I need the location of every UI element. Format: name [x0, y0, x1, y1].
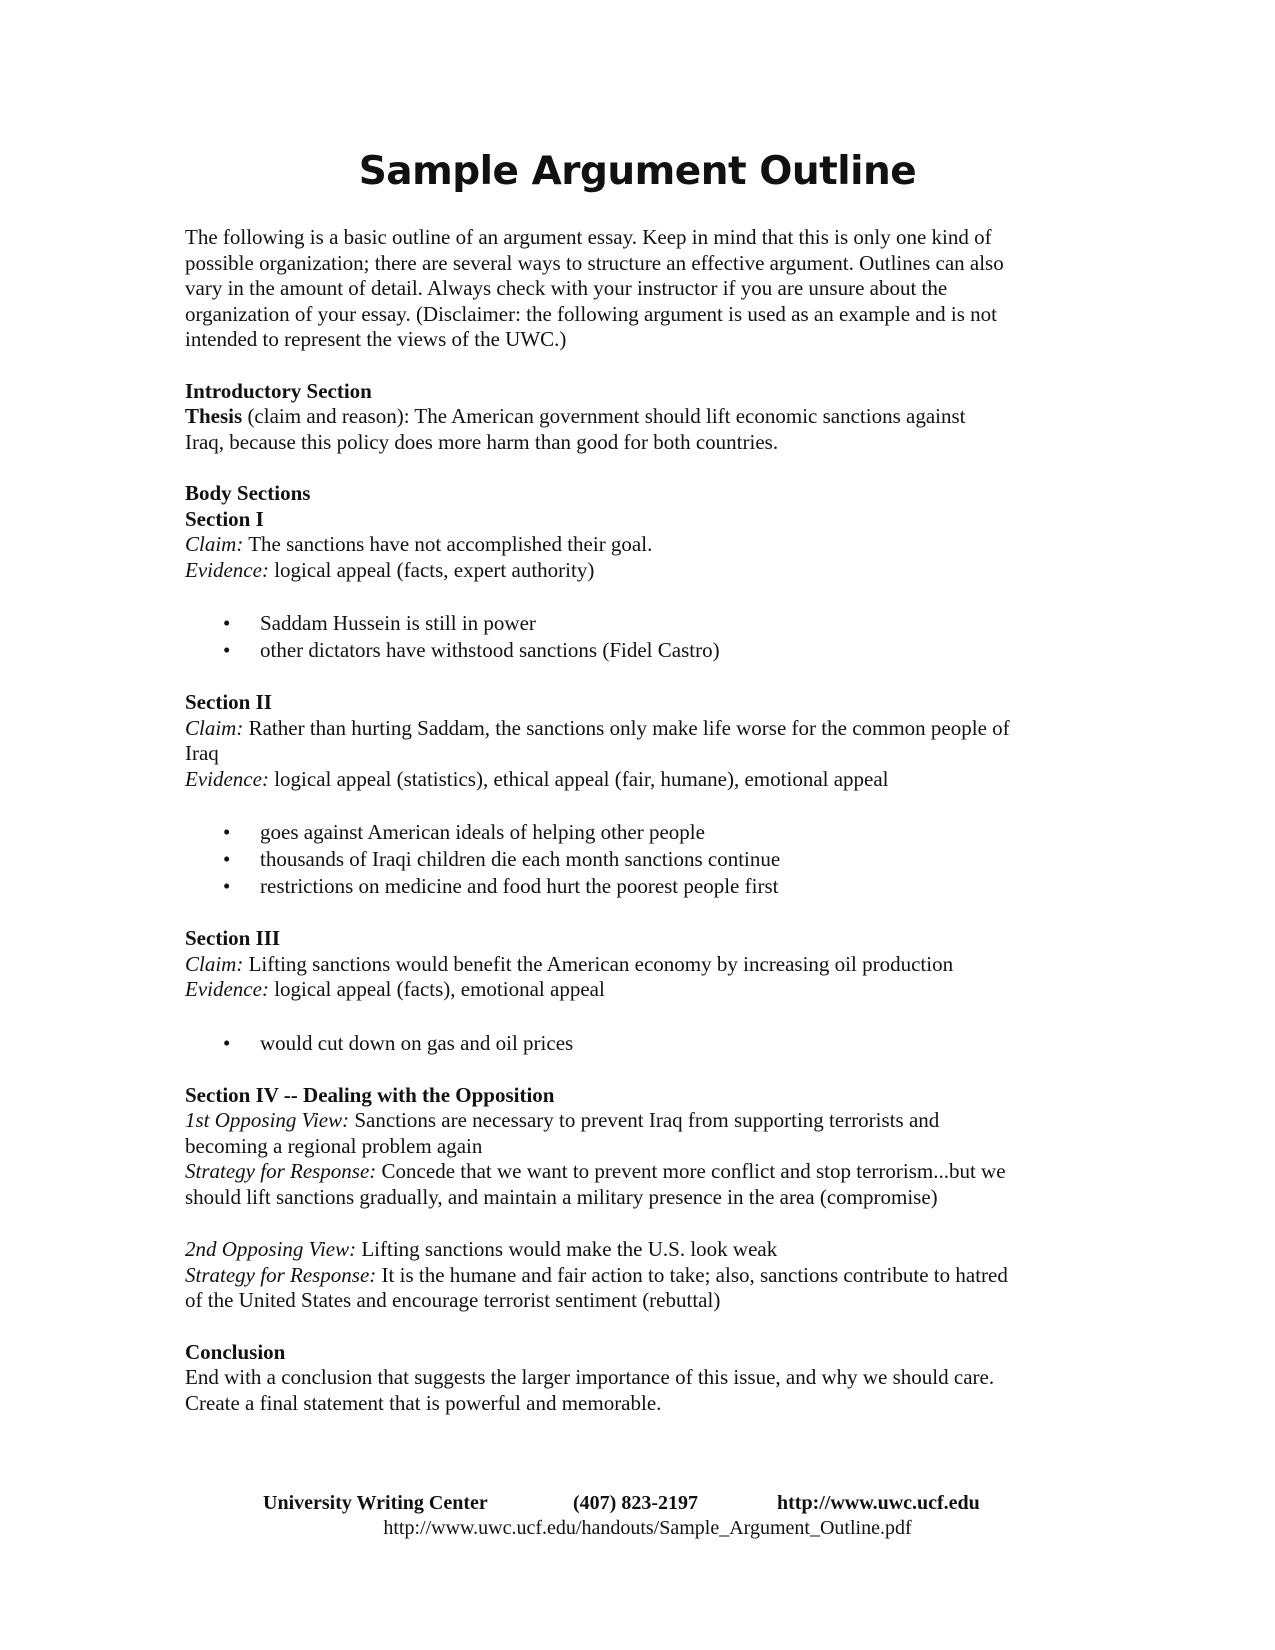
bullet-list [185, 1030, 1090, 1057]
bullet-icon: • [223, 847, 231, 871]
introductory-heading: Introductory Section [185, 378, 372, 403]
section-heading: Section I [185, 506, 264, 531]
section-3 [185, 926, 1090, 1057]
claim-text: Rather than hurting Saddam, the sanctions only make life worse for the common people of [243, 715, 1010, 740]
page-title: Sample Argument Outline [358, 149, 917, 194]
strategy-line [185, 1263, 1090, 1289]
bullet-icon: • [223, 1030, 231, 1055]
strategy-text: It is the humane and fair action to take; also, sanctions contribute to hatred [376, 1262, 1008, 1287]
conclusion-section [185, 1340, 1090, 1417]
bullet-icon: • [223, 611, 231, 635]
list-item [185, 637, 1090, 664]
bullet-icon: • [223, 874, 231, 898]
strategy-text: Concede that we want to prevent more conflict and stop terrorism...but we [376, 1159, 1006, 1183]
thesis-line: Iraq, because this policy does more harm than good for both countries. [185, 429, 779, 454]
opposing-view-line [185, 1237, 1090, 1263]
thesis-label: Thesis [185, 404, 243, 428]
thesis-text: (claim and reason): The American government should lift economic sanctions against [242, 404, 966, 428]
claim-line [185, 716, 1090, 742]
footer-document-url[interactable]: http://www.uwc.ucf.edu/handouts/Sample_Argument_Outline.pdf [383, 1517, 912, 1539]
claim-label: Claim: [185, 715, 244, 740]
conclusion-line: Create a final statement that is powerful and memorable. [185, 1390, 662, 1415]
intro-paragraph [185, 225, 1090, 353]
footer-org-name: University Writing Center [263, 1492, 488, 1514]
intro-line: organization of your essay. (Disclaimer: the following argument is used as an example and is not [185, 301, 997, 326]
claim-label: Claim: [185, 532, 244, 556]
footer-contact-row [0, 1491, 1275, 1516]
list-item-text: would cut down on gas and oil prices [260, 1030, 574, 1055]
intro-line: intended to represent the views of the UWC.) [185, 327, 567, 351]
evidence-line [185, 558, 1090, 584]
list-item-text: restrictions on medicine and food hurt the poorest people first [260, 874, 779, 898]
evidence-label: Evidence: [185, 977, 269, 1001]
opposing-view-text: Sanctions are necessary to prevent Iraq from supporting terrorists and [349, 1108, 940, 1132]
list-item-text: Saddam Hussein is still in power [260, 611, 536, 635]
strategy-label: Strategy for Response: [185, 1159, 377, 1183]
evidence-line [185, 977, 1090, 1003]
strategy-line: of the United States and encourage terrorist sentiment (rebuttal) [185, 1288, 721, 1312]
section-2 [185, 690, 1090, 900]
intro-line: vary in the amount of detail. Always check with your instructor if you are unsure about the [185, 276, 948, 300]
evidence-label: Evidence: [185, 557, 269, 582]
section-heading: Section III [185, 926, 281, 950]
claim-label: Claim: [185, 951, 244, 976]
strategy-label: Strategy for Response: [185, 1262, 377, 1287]
evidence-text: logical appeal (facts), emotional appeal [268, 977, 605, 1001]
evidence-label: Evidence: [185, 766, 269, 791]
opposing-view-line [185, 1108, 1090, 1134]
bullet-icon: • [223, 820, 231, 844]
footer-website-link[interactable]: http://www.uwc.ucf.edu [777, 1492, 980, 1514]
list-item-text: goes against American ideals of helping other people [260, 820, 705, 844]
list-item [185, 819, 1090, 846]
intro-line: The following is a basic outline of an argument essay. Keep in mind that this is only one kind of [185, 225, 992, 249]
claim-text: Lifting sanctions would benefit the American economy by increasing oil production [243, 951, 954, 976]
opposing-view-text: Lifting sanctions would make the U.S. look weak [356, 1237, 778, 1261]
section-heading: Section IV -- Dealing with the Opposition [185, 1082, 555, 1107]
list-item [185, 610, 1090, 637]
evidence-text: logical appeal (statistics), ethical appeal (fair, humane), emotional appeal [268, 766, 889, 791]
intro-line: possible organization; there are several ways to structure an effective argument. Outlines can also [185, 250, 1004, 275]
strategy-line [185, 1159, 1090, 1185]
list-item [185, 873, 1090, 900]
footer-phone: (407) 823-2197 [573, 1492, 698, 1514]
body-heading: Body Sections [185, 481, 311, 505]
bullet-list [185, 610, 1090, 664]
introductory-section [185, 379, 1090, 456]
claim-line [185, 532, 1090, 558]
opposing-view-label: 2nd Opposing View: [185, 1237, 357, 1261]
body-sections [185, 481, 1090, 1314]
thesis-line [185, 404, 1090, 430]
list-item-text: thousands of Iraqi children die each month sanctions continue [260, 847, 781, 871]
list-item [185, 846, 1090, 873]
section-4 [185, 1083, 1090, 1314]
conclusion-heading: Conclusion [185, 1339, 286, 1364]
list-item [185, 1030, 1090, 1057]
section-heading: Section II [185, 690, 272, 714]
bullet-icon: • [223, 638, 231, 662]
document-body [185, 225, 1090, 1416]
evidence-text: logical appeal (facts, expert authority) [268, 557, 595, 582]
evidence-line [185, 767, 1090, 793]
section-1 [185, 507, 1090, 665]
claim-line: Iraq [185, 741, 219, 765]
bullet-list [185, 819, 1090, 900]
claim-text: The sanctions have not accomplished their goal. [243, 532, 653, 556]
opposing-view-line: becoming a regional problem again [185, 1133, 483, 1158]
opposing-view-label: 1st Opposing View: [185, 1108, 350, 1132]
page-footer [0, 1491, 1275, 1541]
claim-line [185, 952, 1090, 978]
list-item-text: other dictators have withstood sanctions (Fidel Castro) [260, 638, 720, 662]
strategy-line: should lift sanctions gradually, and maintain a military presence in the area (compromise) [185, 1184, 938, 1209]
conclusion-line: End with a conclusion that suggests the larger importance of this issue, and why we should care. [185, 1365, 995, 1389]
